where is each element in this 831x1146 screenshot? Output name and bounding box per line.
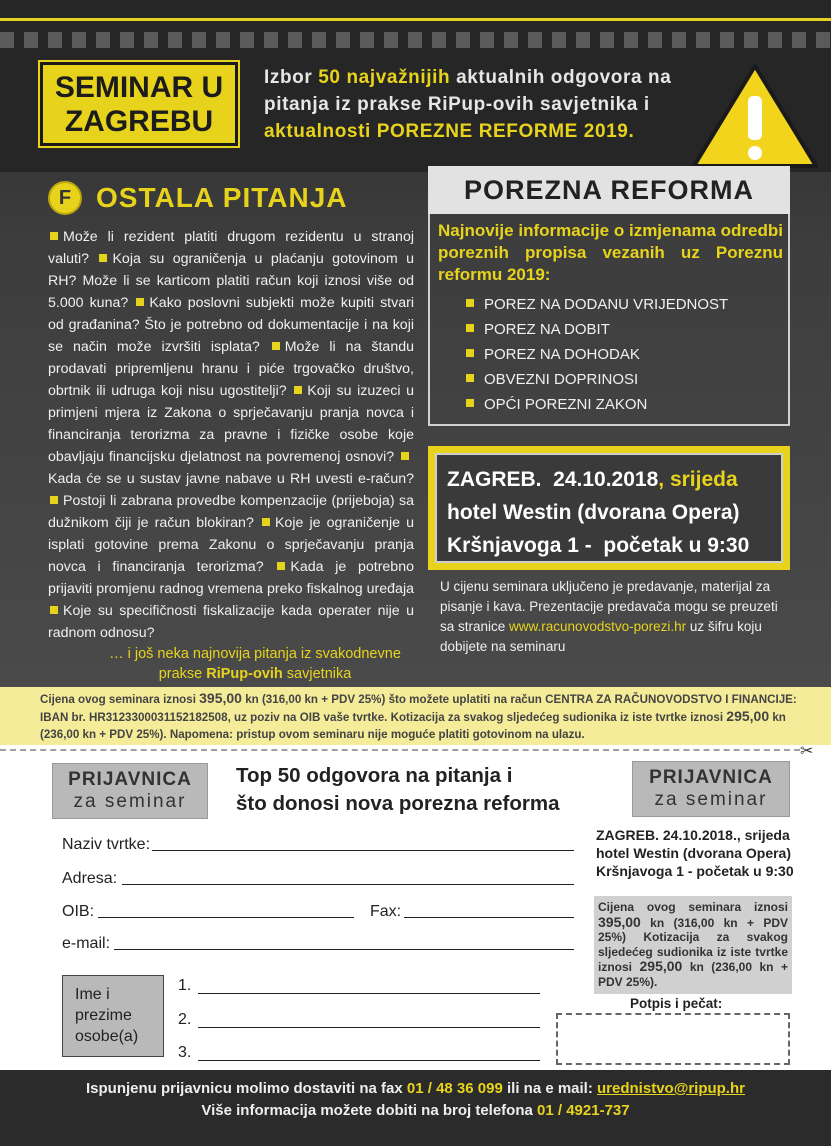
bullet-icon bbox=[50, 496, 58, 504]
footer bbox=[0, 1070, 831, 1146]
more-b: RiPup-ovih bbox=[206, 666, 283, 682]
bullet-icon bbox=[50, 232, 58, 240]
prij-b: za seminar bbox=[73, 791, 187, 812]
signature-box[interactable] bbox=[556, 1013, 790, 1065]
question: Kada će se u sustav javne nabave u RH uvesti e-račun? bbox=[48, 471, 414, 487]
header-rule bbox=[0, 18, 831, 21]
signature-label: Potpis i pečat: bbox=[630, 996, 723, 1011]
name-1-field[interactable] bbox=[198, 993, 540, 994]
form-event-address: Kršnjavoga 1 - početak u 9:30 bbox=[596, 863, 794, 879]
form-price-b: kn (316,00 kn + PDV 25%) Kotizacija za svakog sljedećeg sudionika iz iste tvrtke iznosi bbox=[598, 915, 788, 975]
list-item-label: OBVEZNI DOPRINOSI bbox=[484, 371, 639, 388]
name-3-field[interactable] bbox=[198, 1060, 540, 1061]
tax-reform-title: POREZNA REFORMA bbox=[428, 166, 790, 214]
list-item bbox=[466, 342, 728, 367]
question: Koji su izuzeci u primjeni mjera iz Zakona o sprječavanju pranja novca i financiranja terorizma za pravne i fizičke osobe koje obavljaju financijsku djelatnost na povremenoj osnovi? bbox=[48, 383, 414, 465]
headline-c: aktualnih odgovora na pitanja iz prakse RiPup-ovih savjetnika i bbox=[264, 67, 672, 115]
price-a: Cijena ovog seminara iznosi bbox=[40, 693, 200, 706]
address-label: Adresa: bbox=[62, 870, 118, 887]
question: Koje su specifičnosti fiskalizacije kada operater nije u radnom odnosu? bbox=[48, 603, 414, 641]
name-1-label: 1. bbox=[178, 977, 192, 994]
registration-label-left bbox=[52, 763, 208, 819]
bullet-icon bbox=[277, 562, 285, 570]
form-price-a: Cijena ovog seminara iznosi bbox=[598, 900, 788, 914]
oib-field[interactable] bbox=[98, 917, 354, 918]
more-questions-note bbox=[90, 644, 420, 684]
event-date: 24.10.2018 bbox=[553, 468, 659, 491]
list-item-label: OPĆI POREZNI ZAKON bbox=[484, 396, 648, 413]
registration-label-right bbox=[632, 761, 790, 817]
footer-line1 bbox=[0, 1078, 831, 1100]
question: Kako poslovni subjekti može kupiti stvari od građanina? Što je potrebno od dokumentacije i na koji se način može izvršiti isplata? bbox=[48, 295, 414, 355]
seminar-title-badge bbox=[40, 62, 238, 146]
headline-a: Izbor bbox=[264, 67, 319, 88]
questions-list bbox=[48, 226, 414, 644]
question: Kada je potrebno prijaviti promjenu radnog vremena preko fiskalnog uređaja bbox=[48, 559, 414, 597]
company-label: Naziv tvrtke: bbox=[62, 836, 151, 853]
bullet-icon bbox=[272, 342, 280, 350]
question: Postoji li zabrana provedbe kompenzacije (prijeboja) sa dužnikom čiji je račun blokiran? bbox=[48, 493, 414, 531]
bullet-icon bbox=[466, 374, 474, 382]
tax-reform-subtitle: Najnovije informacije o izmjenama odredbi poreznih propisa vezanih uz Poreznu reformu 2019: bbox=[438, 221, 783, 284]
footer-email-link[interactable]: urednistvo@ripup.hr bbox=[597, 1080, 745, 1097]
list-item bbox=[466, 392, 728, 417]
price-band bbox=[0, 687, 831, 745]
form-price-c: kn (236,00 kn + PDV 25%). bbox=[598, 960, 788, 989]
warning-triangle-icon bbox=[690, 62, 820, 170]
footer-b: ili na e mail: bbox=[502, 1080, 598, 1097]
prij-b: za seminar bbox=[654, 789, 768, 810]
form-event-date: ZAGREB. 24.10.2018., srijeda bbox=[596, 827, 790, 843]
email-label: e-mail: bbox=[62, 935, 111, 952]
other-questions-title: OSTALA PITANJA bbox=[96, 182, 348, 213]
bullet-icon bbox=[466, 349, 474, 357]
price-b: kn (316,00 kn + PDV 25%) što možete uplatiti na račun CENTRA ZA RAČUNOVODSTVO I FINANCIJE: IBAN br. HR3123300031152182508, uz poziv na OIB vaše tvrtke. Kotizacija za svakog sljedećeg sudionika iz iste tvrtke iznosi bbox=[40, 693, 797, 724]
oib-label: OIB: bbox=[62, 903, 95, 920]
footer-c: Više informacija možete dobiti na broj telefona bbox=[201, 1102, 538, 1119]
question: Može li na štandu prodavati pripremljenu hranu i piće trgovačko društvo, obrtnik ili udruga koji nisu ugostitelji? bbox=[48, 339, 414, 399]
form-title-line1: Top 50 odgovora na pitanja i bbox=[236, 764, 513, 787]
film-strip bbox=[0, 32, 831, 48]
headline-d: aktualnosti POREZNE REFORME 2019. bbox=[264, 121, 635, 142]
event-day: , srijeda bbox=[658, 468, 738, 491]
bullet-icon bbox=[262, 518, 270, 526]
bullet-icon bbox=[466, 324, 474, 332]
more-c: savjetnika bbox=[282, 666, 352, 682]
event-date-line bbox=[447, 463, 771, 496]
footer-a: Ispunjenu prijavnicu molimo dostaviti na fax bbox=[86, 1080, 407, 1097]
name-2-field[interactable] bbox=[198, 1027, 540, 1028]
prij-a: PRIJAVNICA bbox=[649, 767, 773, 788]
tax-reform-list bbox=[466, 292, 728, 417]
bullet-icon bbox=[136, 298, 144, 306]
bullet-icon bbox=[466, 399, 474, 407]
fax-field[interactable] bbox=[404, 917, 574, 918]
bullet-icon bbox=[401, 452, 409, 460]
event-city: ZAGREB. bbox=[447, 468, 542, 491]
form-price-amount-2: 295,00 bbox=[639, 958, 683, 975]
question: Koje je ograničenje u isplati gotovine prema Zakonu o sprječavanju pranja novca i financiranja terorizma? bbox=[48, 515, 414, 575]
form-price-amount: 395,00 bbox=[598, 913, 641, 930]
form-event-info bbox=[596, 826, 808, 880]
list-item-label: POREZ NA DOBIT bbox=[484, 321, 610, 338]
name-3-label: 3. bbox=[178, 1044, 192, 1061]
name-2-label: 2. bbox=[178, 1011, 192, 1028]
more-a: … i još neka najnovija pitanja iz svakodnevne prakse bbox=[109, 646, 401, 682]
cut-line bbox=[0, 749, 800, 751]
bullet-icon bbox=[466, 299, 474, 307]
event-address: Kršnjavoga 1 - bbox=[447, 534, 592, 557]
address-field[interactable] bbox=[122, 884, 574, 885]
website-link[interactable]: www.racunovodstvo-porezi.hr bbox=[509, 619, 687, 634]
names-label: Ime i prezime osobe(a) bbox=[62, 975, 164, 1057]
form-title-line2: što donosi nova porezna reforma bbox=[236, 792, 560, 815]
bullet-icon bbox=[294, 386, 302, 394]
form-event-venue: hotel Westin (dvorana Opera) bbox=[596, 845, 791, 861]
list-item bbox=[466, 292, 728, 317]
form-title bbox=[236, 762, 596, 818]
event-info bbox=[440, 577, 788, 657]
list-item-label: POREZ NA DOHODAK bbox=[484, 346, 640, 363]
bullet-icon bbox=[99, 254, 107, 262]
fax-label: Fax: bbox=[370, 903, 402, 920]
headline-b: 50 najvažnijih bbox=[318, 67, 451, 88]
list-item bbox=[466, 317, 728, 342]
footer-fax: 01 / 48 36 099 bbox=[406, 1080, 503, 1097]
event-address-line bbox=[447, 529, 771, 562]
event-start: početak u 9:30 bbox=[603, 534, 750, 557]
price-c: kn (236,00 kn + PDV 25%). Napomena: pristup ovom seminaru nije moguće platiti gotovinom na ulazu. bbox=[40, 711, 786, 741]
price-amount-2: 295,00 bbox=[726, 708, 770, 724]
event-venue: hotel Westin (dvorana Opera) bbox=[447, 501, 740, 524]
list-item-label: POREZ NA DODANU VRIJEDNOST bbox=[484, 296, 729, 313]
seminar-line2: ZAGREBU bbox=[64, 105, 214, 138]
question: Koja su ograničenja u plaćanju gotovinom u RH? Može li se karticom platiti račun koji iznosi više od 5.000 kuna? bbox=[48, 251, 414, 311]
question: Može li rezident platiti drugom rezidentu u stranoj valuti? bbox=[48, 229, 414, 267]
price-amount: 395,00 bbox=[199, 690, 242, 706]
headline bbox=[264, 64, 724, 145]
event-info-b: uz šifru koju dobijete na seminaru bbox=[440, 619, 762, 654]
form-price-box bbox=[594, 896, 792, 994]
other-questions-heading bbox=[48, 178, 347, 218]
footer-line2 bbox=[0, 1100, 831, 1122]
prij-a: PRIJAVNICA bbox=[68, 769, 192, 790]
list-item bbox=[466, 367, 728, 392]
email-field[interactable] bbox=[114, 949, 574, 950]
company-field[interactable] bbox=[152, 850, 574, 851]
letter-f-icon: F bbox=[48, 181, 82, 215]
seminar-line1: SEMINAR U bbox=[54, 71, 224, 104]
tax-reform-box bbox=[428, 166, 790, 426]
event-info-a: U cijenu seminara uključeno je predavanje, materijal za pisanje i kava. Prezentacije predavača mogu se preuzeti sa stranice bbox=[440, 579, 778, 634]
footer-phone: 01 / 4921-737 bbox=[537, 1102, 630, 1119]
bullet-icon bbox=[50, 606, 58, 614]
scissors-icon: ✂ bbox=[800, 743, 814, 760]
event-date-box bbox=[428, 446, 790, 570]
